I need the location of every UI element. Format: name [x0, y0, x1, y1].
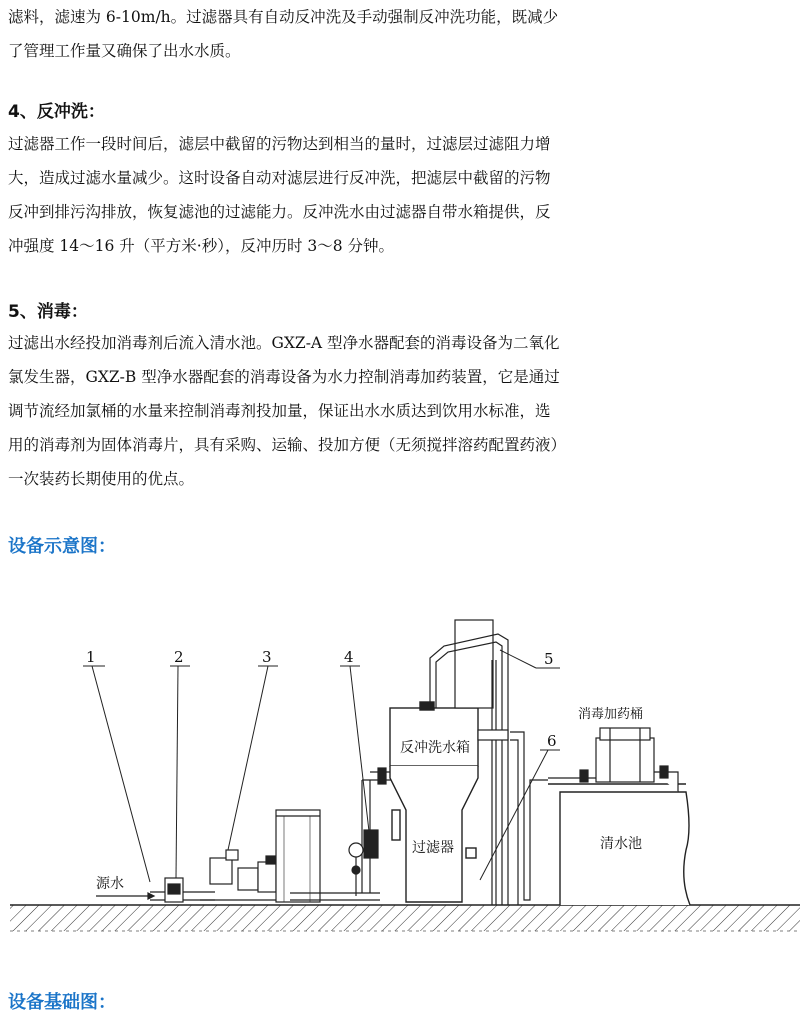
diagram-heading: 设备示意图： — [8, 536, 116, 557]
filter-label: 过滤器 — [412, 840, 454, 856]
equipment-schematic-diagram — [0, 600, 800, 970]
section-5-paragraph — [8, 326, 792, 496]
paragraph-line: 冲强度 14～16 升（平方米·秒），反冲历时 3～8 分钟。 — [8, 237, 395, 255]
section-5-heading: 5、消毒： — [8, 302, 88, 322]
dosing-tank — [548, 728, 678, 792]
foundation-heading: 设备基础图： — [8, 992, 116, 1013]
section-4-heading: 4、反冲洗： — [8, 102, 105, 122]
paragraph-line: 用的消毒剂为固体消毒片，具有采购、运输、投加方便（无须搅拌溶药配置药液） — [8, 436, 567, 454]
paragraph-line: 大，造成过滤水量减少。这时设备自动对滤层进行反冲洗，把滤层中截留的污物 — [8, 169, 551, 187]
paragraph-line: 过滤器工作一段时间后，滤层中截留的污物达到相当的量时，过滤层过滤阻力增 — [8, 135, 551, 153]
paragraph-line: 反冲到排污沟排放，恢复滤池的过滤能力。反冲洗水由过滤器自带水箱提供，反 — [8, 203, 551, 221]
source-water-inlet — [96, 875, 215, 902]
paragraph-line: 氯发生器，GXZ-B 型净水器配套的消毒设备为水力控制消毒加药装置，它是通过 — [8, 368, 560, 386]
part-number-5: 5 — [544, 650, 554, 668]
paragraph-line: 滤料，滤速为 6-10m/h。过滤器具有自动反冲洗及手动强制反冲洗功能，既减少 — [8, 8, 559, 26]
filter-vessel — [390, 702, 478, 902]
ground-hatching — [10, 905, 800, 931]
section-4-paragraph — [8, 127, 792, 263]
paragraph-line: 调节流经加氯桶的水量来控制消毒剂投加量，保证出水水质达到饮用水标准，选 — [8, 402, 551, 420]
paragraph-line: 过滤出水经投加消毒剂后流入清水池。GXZ-A 型净水器配套的消毒设备为二氧化 — [8, 334, 560, 352]
paragraph-line: 一次装药长期使用的优点。 — [8, 470, 195, 488]
part-number-2: 2 — [174, 648, 184, 666]
part-number-3: 3 — [262, 648, 272, 666]
part-number-6: 6 — [547, 732, 557, 750]
clear-pool-label: 清水池 — [600, 836, 642, 852]
dosing-tank-label: 消毒加药桶 — [578, 707, 644, 722]
part-number-4: 4 — [344, 648, 354, 666]
pressure-gauges — [349, 830, 378, 896]
part-number-1: 1 — [86, 648, 96, 666]
source-water-label: 源水 — [96, 876, 124, 892]
intro-paragraph — [8, 0, 792, 68]
backwash-tank-label: 反冲洗水箱 — [400, 740, 470, 756]
paragraph-line: 了管理工作量又确保了出水水质。 — [8, 42, 241, 60]
dosing-cylinder — [276, 810, 320, 902]
